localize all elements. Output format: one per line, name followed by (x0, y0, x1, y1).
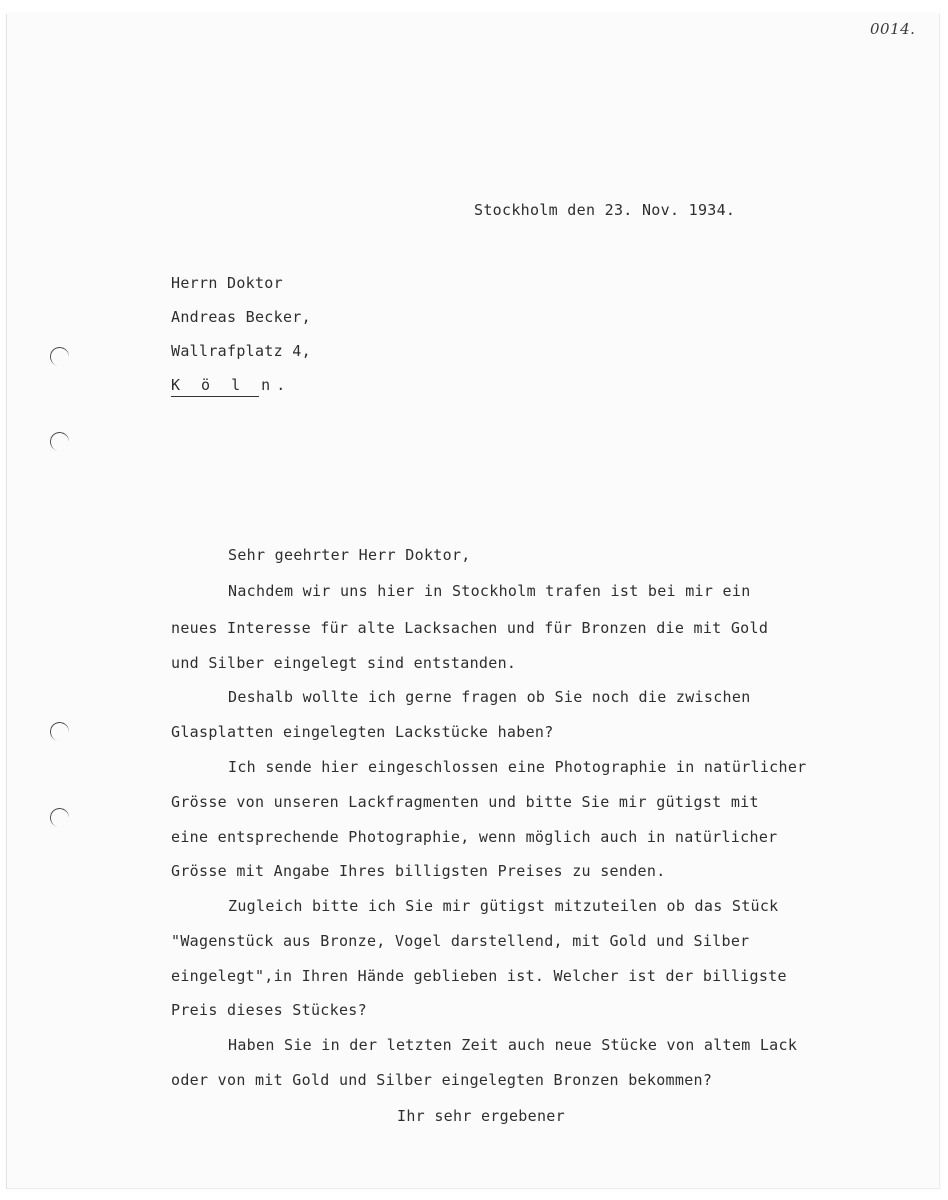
body-line: Glasplatten eingelegten Lackstücke haben? (171, 723, 554, 741)
address-line-3: Wallrafplatz 4, (171, 342, 311, 360)
address-line-1: Herrn Doktor (171, 274, 283, 292)
body-line: Grösse von unseren Lackfragmenten und bitte Sie mir gütigst mit (171, 793, 759, 811)
body-line: neues Interesse für alte Lacksachen und für Bronzen die mit Gold (171, 619, 769, 637)
body-line: und Silber eingelegt sind entstanden. (171, 654, 517, 672)
date-line: Stockholm den 23. Nov. 1934. (474, 201, 736, 219)
address-line-2: Andreas Becker, (171, 308, 311, 326)
letter-page (6, 14, 940, 1189)
body-line: Ich sende hier eingeschlossen eine Photographie in natürlicher (228, 758, 807, 776)
body-line: Haben Sie in der letzten Zeit auch neue Stücke von altem Lack (228, 1036, 798, 1054)
archive-number: 0014. (870, 20, 916, 38)
body-line: Grösse mit Angabe Ihres billigsten Preises zu senden. (171, 862, 666, 880)
salutation: Sehr geehrter Herr Doktor, (228, 546, 471, 564)
body-line: oder von mit Gold und Silber eingelegten Bronzen bekommen? (171, 1071, 713, 1089)
address-city: K ö l n. (171, 376, 292, 394)
city-underline (171, 396, 259, 397)
body-line: "Wagenstück aus Bronze, Vogel darstellend, mit Gold und Silber (171, 932, 750, 950)
body-line: Zugleich bitte ich Sie mir gütigst mitzuteilen ob das Stück (228, 897, 779, 915)
body-line: eine entsprechende Photographie, wenn möglich auch in natürlicher (171, 828, 778, 846)
body-line: Preis dieses Stückes? (171, 1001, 367, 1019)
body-line: eingelegt",in Ihren Hände geblieben ist. Welcher ist der billigste (171, 967, 787, 985)
closing: Ihr sehr ergebener (397, 1107, 565, 1125)
body-line: Nachdem wir uns hier in Stockholm trafen ist bei mir ein (228, 582, 751, 600)
body-line: Deshalb wollte ich gerne fragen ob Sie noch die zwischen (228, 688, 751, 706)
